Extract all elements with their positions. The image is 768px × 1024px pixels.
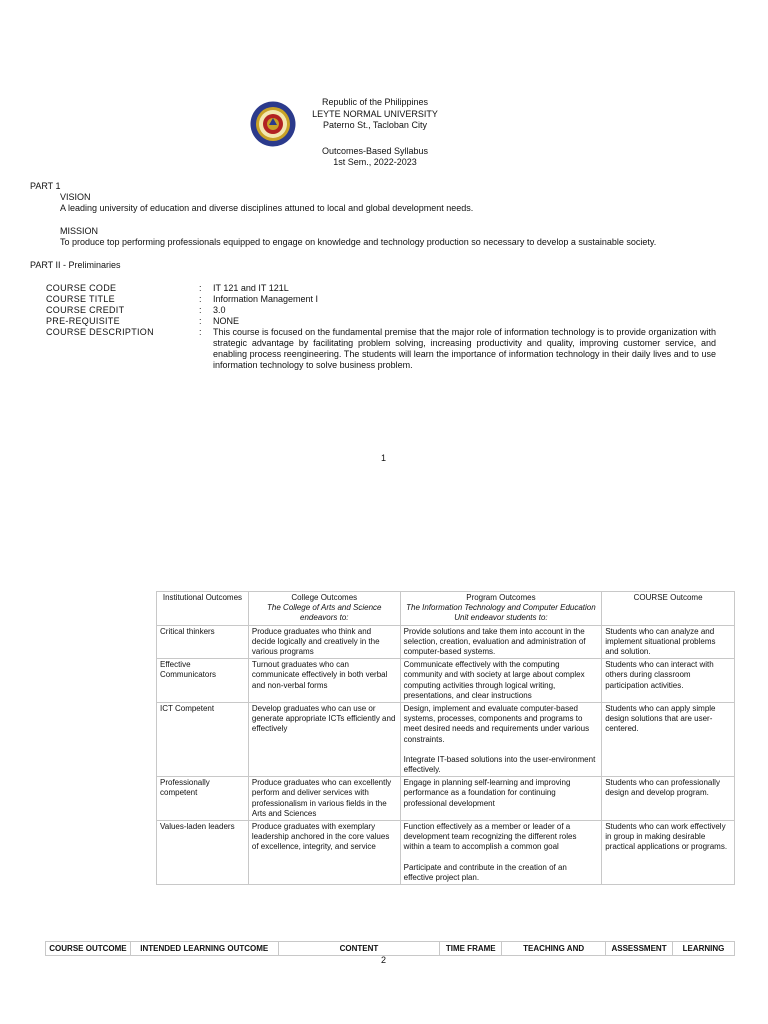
header-program <box>400 592 602 626</box>
header-syllabus-title: Outcomes-Based Syllabus <box>321 145 429 156</box>
course-title-value: Information Management I <box>213 294 319 304</box>
header-course <box>602 592 735 626</box>
course-credit-value: 3.0 <box>213 305 226 315</box>
table-row <box>157 625 735 659</box>
colon: : <box>199 294 202 304</box>
course-cell: Students who can work effectively in group in making desirable practical applications or programs. <box>602 821 735 885</box>
header-title: Institutional Outcomes <box>162 593 243 602</box>
colon: : <box>199 327 202 337</box>
colon: : <box>199 283 202 293</box>
header-subtitle: The College of Arts and Science endeavors to: <box>267 603 382 623</box>
program-text: Participate and contribute in the creation of an effective project plan. <box>403 862 567 882</box>
program-text: Design, implement and evaluate computer-based systems, processes, components and programs to meet desired needs and requirements under various constraints. <box>403 704 590 744</box>
program-cell <box>400 821 602 885</box>
college-cell: Produce graduates who can excellently perform and deliver services with professionalism in various fields in the Arts and Sciences <box>248 777 400 821</box>
institutional-cell: Values-laden leaders <box>157 821 249 885</box>
header-college <box>248 592 400 626</box>
header-university: LEYTE NORMAL UNIVERSITY <box>312 108 438 119</box>
page-number: 1 <box>381 453 387 463</box>
course-description-row <box>46 327 716 371</box>
outcomes-table <box>156 591 735 885</box>
course-cell: Students who can apply simple design solutions that are user-centered. <box>602 703 735 777</box>
table-row <box>157 821 735 885</box>
institutional-cell: Critical thinkers <box>157 625 249 659</box>
header-time-frame: TIME FRAME <box>440 942 502 956</box>
course-description-label: COURSE DESCRIPTION <box>46 327 154 337</box>
table-row <box>157 777 735 821</box>
course-cell: Students who can professionally design and develop program. <box>602 777 735 821</box>
vision-text: A leading university of education and diverse disciplines attuned to local and global development needs. <box>60 203 474 213</box>
page-number: 2 <box>381 955 387 965</box>
header-assessment: ASSESSMENT <box>606 942 673 956</box>
table-row <box>157 659 735 703</box>
college-cell: Turnout graduates who can communicate effectively in both verbal and non-verbal forms <box>248 659 400 703</box>
part2-title: PART II - Preliminaries <box>30 260 121 270</box>
course-description-value: This course is focused on the fundamental premise that the major role of information technology is to provide organization with strategic advantage by facilitating problem solving, increasing productivity and quality, improving customer service, and enabling process reengineering. The students will learn the importance of information technology in their daily lives and to use information technology to solve business problem. <box>213 327 716 370</box>
mission-label: MISSION <box>60 226 99 236</box>
program-text: Engage in planning self-learning and improving performance as a foundation for continuing professional development <box>403 778 571 808</box>
university-seal-icon <box>250 101 296 147</box>
colon: : <box>199 305 202 315</box>
prerequisite-value: NONE <box>213 316 240 326</box>
college-cell: Produce graduates with exemplary leadership anchored in the core values of excellence, integrity, and service <box>248 821 400 885</box>
course-cell: Students who can analyze and implement situational problems and solution. <box>602 625 735 659</box>
institutional-cell: Effective Communicators <box>157 659 249 703</box>
header-intended-learning-outcome: INTENDED LEARNING OUTCOME <box>130 942 278 956</box>
program-text: Integrate IT-based solutions into the user-environment effectively. <box>403 754 596 775</box>
mission-text: To produce top performing professionals equipped to engage on knowledge and technology production so necessary to develop a sustainable society. <box>60 237 657 247</box>
course-title-row <box>46 294 716 305</box>
course-title-label: COURSE TITLE <box>46 294 115 304</box>
college-cell: Develop graduates who can use or generate appropriate ICTs efficiently and effectively <box>248 703 400 777</box>
header-learning: LEARNING <box>673 942 735 956</box>
course-code-label: COURSE CODE <box>46 283 117 293</box>
prerequisite-label: PRE-REQUISITE <box>46 316 120 326</box>
header-title: Program Outcomes <box>466 593 536 602</box>
program-text: Function effectively as a member or leader of a development team recognizing the different roles within a team to accomplish a common goal <box>403 822 577 852</box>
header-subtitle: The Information Technology and Computer Education Unit endeavor students to: <box>406 603 596 623</box>
header-semester: 1st Sem., 2022-2023 <box>333 157 417 167</box>
institutional-cell: ICT Competent <box>157 703 249 777</box>
course-credit-row <box>46 305 716 316</box>
part1-title: PART 1 <box>30 181 61 191</box>
program-text: Provide solutions and take them into account in the selection, creation, evaluation and administration of computer-based systems. <box>403 626 586 657</box>
header-institutional <box>157 592 249 626</box>
header-address: Paterno St., Tacloban City <box>323 120 427 130</box>
prerequisite-row <box>46 316 716 327</box>
table-row <box>157 703 735 777</box>
document-header <box>300 97 450 169</box>
college-cell: Produce graduates who think and decide logically and creatively in the various programs <box>248 625 400 659</box>
header-republic: Republic of the Philippines <box>321 97 429 107</box>
program-cell <box>400 625 602 659</box>
header-title: College Outcomes <box>291 593 358 602</box>
header-teaching-and: TEACHING AND <box>502 942 606 956</box>
course-code-row <box>46 283 716 294</box>
colon: : <box>199 316 202 326</box>
outcomes-header-row <box>157 592 735 626</box>
learning-plan-table <box>45 941 735 956</box>
course-cell: Students who can interact with others during classroom participation activities. <box>602 659 735 703</box>
header-content: CONTENT <box>278 942 440 956</box>
header-course-outcome: COURSE OUTCOME <box>46 942 131 956</box>
learning-plan-header-row <box>46 942 735 956</box>
institutional-cell: Professionally competent <box>157 777 249 821</box>
program-text: Communicate effectively with the computing community and with society at large about complex computing activities through logical writing, presentations, and clear instructions <box>403 660 585 700</box>
course-credit-label: COURSE CREDIT <box>46 305 125 315</box>
program-cell <box>400 659 602 703</box>
header-title: COURSE Outcome <box>633 593 703 602</box>
course-code-value: IT 121 and IT 121L <box>213 283 289 293</box>
vision-label: VISION <box>60 192 91 202</box>
program-cell <box>400 703 602 777</box>
program-cell <box>400 777 602 821</box>
